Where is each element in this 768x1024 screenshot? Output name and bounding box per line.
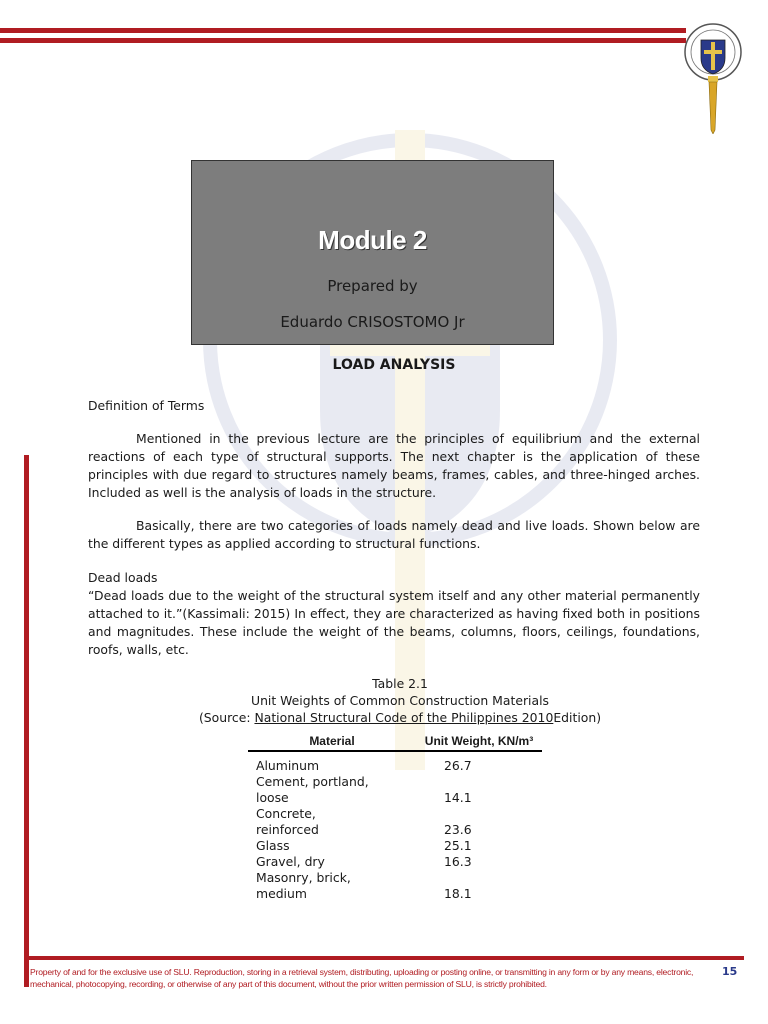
- page-heading: LOAD ANALYSIS: [332, 357, 456, 373]
- paragraph-intro: Mentioned in the previous lecture are the principles of equilibrium and the external reactions of each type of structural supports. The next chapter is the application of these principles with due regard to structures namely beams, frames, cables, and three-hinged arches. Included as well is the analysis of loads in the structure.: [88, 431, 700, 500]
- dead-loads-title: Dead loads: [88, 570, 158, 585]
- table-row: Concrete, reinforced 23.6: [256, 806, 472, 837]
- table-caption: [170, 675, 630, 726]
- page-number: 15: [722, 965, 738, 978]
- author-name: Eduardo CRISOSTOMO Jr: [280, 313, 465, 331]
- table-source: (Source: National Structural Code of the Philippines 2010Edition): [198, 710, 602, 725]
- header-bar-top: [0, 28, 686, 33]
- table-label: Table 2.1: [372, 676, 428, 691]
- university-seal-logo: [682, 12, 744, 134]
- footer-bar: [24, 956, 744, 960]
- table-header-row: [248, 733, 542, 751]
- table-row: Aluminum 26.7: [256, 758, 472, 773]
- table-source-link: National Structural Code of the Philippines 2010: [254, 710, 554, 725]
- section-label: Definition of Terms: [88, 398, 205, 413]
- table-row: Gravel, dry 16.3: [256, 854, 472, 869]
- table-row: Masonry, brick, medium 18.1: [256, 870, 472, 901]
- table-title: Unit Weights of Common Construction Materials: [251, 693, 549, 708]
- materials-table: [248, 733, 542, 902]
- column-header-material: Material: [248, 733, 416, 751]
- left-margin-bar: [24, 455, 29, 987]
- column-header-unit-weight: Unit Weight, KN/m³: [416, 733, 542, 751]
- table-row: Cement, portland, loose 14.1: [256, 774, 472, 805]
- copyright-footer: Property of and for the exclusive use of SLU. Reproduction, storing in a retrieval system, distributing, uploading or posting online, or transmitting in any form or by any means, electronic, mechanical, photocopying, recording, or otherwise of any part of this document, without the prior written permission of SLU, is strictly prohibited.: [30, 967, 694, 989]
- dead-loads-text: “Dead loads due to the weight of the structural system itself and any other material permanently attached to it.”(Kassimali: 2015) In effect, they are characterized as having fixed both in positions and magnitudes. These include the weight of the beams, columns, floors, ceilings, foundations, roofs, walls, etc.: [88, 588, 700, 657]
- module-title: Module 2: [318, 225, 427, 255]
- paragraph-categories: Basically, there are two categories of loads namely dead and live loads. Shown below are the different types as applied according to structural functions.: [88, 518, 700, 551]
- header-bar-bottom: [0, 38, 686, 43]
- prepared-by-label: Prepared by: [327, 277, 418, 295]
- module-title-box: [191, 160, 554, 345]
- table-row: Glass 25.1: [256, 838, 472, 853]
